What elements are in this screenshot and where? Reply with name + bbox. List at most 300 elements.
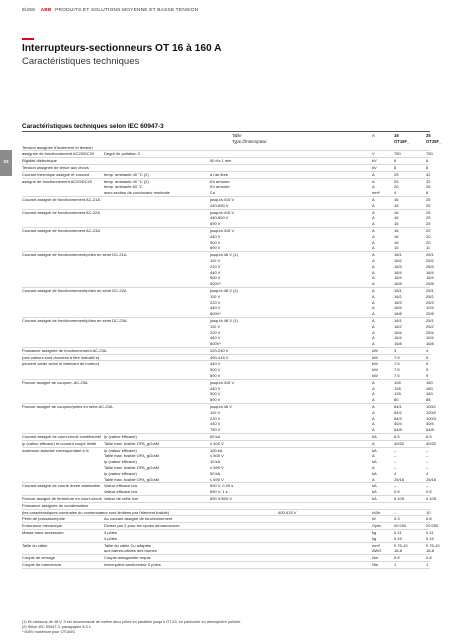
table-cell: Courant assigné de fonctionnement/pôles en série DC-22A — [22, 287, 127, 293]
table-cell: 16/2 — [394, 293, 402, 299]
table-cell: A — [372, 421, 375, 427]
table-cell: Puissance assignée du condensateur — [22, 502, 89, 508]
table-cell: temp. ambiante 60 °C — [104, 184, 143, 190]
table-cell: 25 — [394, 171, 399, 177]
table-cell: 440 V — [210, 269, 221, 275]
table-cell: Tension assignée d'isolement et tension — [22, 144, 93, 150]
table-cell: 25/4 — [426, 329, 434, 335]
table-cell: kA — [372, 447, 377, 453]
table-cell: – — [426, 447, 429, 453]
table-cell: 25 — [426, 215, 431, 221]
table-cell: A — [372, 171, 375, 177]
table-cell: 25 — [426, 209, 431, 215]
table-cell: A — [372, 391, 375, 397]
table-cell: Couple de serrage — [22, 555, 55, 561]
table-cell: Diviser par 2 pour les cycles demanoeuvre — [104, 523, 180, 529]
table-row — [22, 203, 430, 210]
table-cell: Ip (valeur efficace) — [104, 470, 137, 476]
footnote: (1) En dessous de 48 V, 3 est recommandé de mettre deux pôles en parallèle jusqu'à OT 63, en particulier en atmosphère polluée. — [22, 620, 242, 624]
table-cell: kVAr — [372, 509, 381, 515]
table-cell: ≤ 500 V — [210, 453, 224, 459]
table-cell: kg — [372, 530, 377, 535]
table-cell: 9 — [426, 354, 429, 360]
table-cell: Ip (valeur efficace) — [104, 447, 137, 453]
table-row — [22, 535, 434, 543]
table-cell: Pouvoir assigné de fermeture en court-circuit — [22, 496, 102, 502]
table-cell: 4 — [394, 190, 397, 196]
table-cell: Pouvoir assigné de coupure, AC-23A — [22, 379, 88, 385]
table-cell: 0.5 — [394, 489, 400, 495]
table-cell: 16 — [394, 202, 399, 208]
document-title: PRODUITS ET SOLUTIONS MOYENNE ET BASSE TENSION — [55, 8, 199, 13]
table-row — [22, 489, 430, 496]
table-cell: mm² — [372, 190, 380, 196]
section-heading: Caractéristiques techniques selon IEC 60947-3 — [22, 123, 164, 130]
table-cell: Endurance mécanique — [22, 523, 63, 529]
table-cell: 220 V — [210, 263, 221, 269]
table-cell: 18-8 — [426, 548, 435, 554]
table-cell: 25 — [426, 133, 431, 138]
table-cell: jusqu'à 415 V — [210, 209, 235, 215]
table-cell: OT16F_ — [394, 138, 410, 144]
table-cell: V — [372, 151, 375, 157]
table-cell: ≤ 690 V — [210, 465, 224, 471]
table-cell: 440 V — [210, 421, 221, 427]
table-cell: 4 — [394, 470, 397, 476]
table-row — [22, 373, 430, 380]
table-cell: 25 — [426, 202, 431, 208]
table-cell: 20 000 — [394, 523, 407, 529]
table-cell: 100/3 — [426, 415, 437, 421]
table-cell: – — [426, 465, 429, 471]
table-row — [22, 281, 434, 288]
table-row — [22, 311, 434, 318]
page-header — [22, 8, 198, 13]
table-cell: à l'air libre — [210, 171, 229, 177]
table-cell: 690 V — [210, 373, 221, 379]
table-row — [22, 548, 435, 555]
table-cell: 20 000 — [426, 523, 439, 529]
table-cell: Type d'interrupteur — [232, 138, 267, 144]
table-cell: Couple de manoeuvre — [22, 561, 62, 567]
table-cell: 128 — [394, 379, 401, 385]
table-cell: 6 — [426, 158, 429, 164]
table-cell: Courant assigné de fonctionnement AC-21A — [22, 196, 101, 202]
table-cell: 220 V — [210, 299, 221, 305]
table-cell: 50 kA — [210, 434, 221, 440]
table-cell: A — [372, 453, 375, 459]
table-cell: A — [372, 476, 375, 482]
table-cell: temp. ambiante 40 °C (2) — [104, 171, 149, 177]
table-cell: Taille — [232, 133, 242, 138]
table-cell: A — [372, 341, 375, 347]
table-cell: 10 — [394, 245, 399, 251]
table-cell: 440-690 V — [210, 202, 229, 208]
table-cell: 9 — [426, 361, 429, 367]
table-cell: 600V* — [210, 281, 221, 287]
table-cell: A — [372, 133, 375, 138]
table-cell: Ip (valeur efficace) — [104, 434, 137, 440]
table-row — [22, 523, 439, 530]
table-cell: Taille du câble — [22, 542, 48, 548]
table-cell: A — [372, 465, 375, 471]
table-cell: 16/2 — [394, 323, 402, 329]
table-cell: 25 — [426, 221, 431, 227]
table-cell: A — [372, 221, 375, 227]
table-cell: 64/8 — [426, 427, 434, 433]
table-cell: 16 — [394, 133, 399, 138]
table-cell: 16/3 — [394, 263, 402, 269]
table-row — [22, 516, 430, 523]
table-cell: 40/32 — [426, 440, 437, 446]
table-cell: 0.15 — [426, 535, 434, 541]
table-cell: 400-415 V — [278, 509, 297, 515]
table-cell: A — [372, 404, 375, 410]
table-cell: Cu — [210, 190, 216, 196]
table-cell: 16/4 — [426, 269, 434, 275]
table-cell: 25/8 — [426, 281, 434, 287]
table-cell: 10 kA — [210, 459, 221, 465]
table-cell: 500 V — [210, 367, 221, 373]
table-cell: 7.5 — [394, 373, 400, 379]
table-cell: kW — [372, 373, 378, 379]
table-row — [22, 503, 430, 510]
table-cell: (les caractéristiques nominales du condensateur sont limitées par l'élément fusible) — [22, 509, 170, 515]
table-cell: 20 — [426, 239, 431, 245]
table-cell: – — [394, 509, 397, 515]
table-cell: A — [372, 202, 375, 208]
table-cell: 16/4 — [394, 275, 402, 281]
table-cell: kV — [372, 164, 377, 170]
table-cell: kg — [372, 535, 377, 541]
table-cell: 16/3 — [394, 299, 402, 305]
table-cell: 10/4 — [426, 305, 434, 311]
table-cell: 690 V — [210, 245, 221, 251]
table-cell: A — [372, 311, 375, 317]
table-cell: 220 V — [210, 415, 221, 421]
table-cell: Rigidité diélectrique — [22, 158, 57, 164]
table-cell: 110 V — [210, 293, 221, 299]
table-cell: A — [372, 317, 375, 323]
brand-logo: ABB — [40, 8, 52, 13]
table-cell: 9 — [426, 367, 429, 373]
table-cell: 500 V — [210, 275, 221, 281]
table-cell: Taille max. fusible OFA_gG/aM — [104, 476, 159, 482]
table-cell: 600V* — [210, 311, 221, 317]
table-cell: 25/1 — [426, 287, 434, 293]
table-cell: 690 V, 0.25 s — [210, 483, 234, 489]
table-cell: 80 — [394, 397, 399, 403]
table-cell: 6.5 — [394, 434, 400, 440]
table-row — [22, 355, 430, 362]
table-cell: 0.8 — [426, 516, 432, 522]
table-cell: jusqu'à 48 V (1) — [210, 252, 238, 258]
table-cell: Courant assigné de fonctionnement AC-23A — [22, 227, 101, 233]
table-cell: 16/4 — [426, 275, 434, 281]
table-cell: 10 — [426, 509, 431, 515]
table-cell: Taille max. fusible OFA_gG/aM — [104, 453, 159, 459]
table-cell: 220 V — [210, 329, 221, 335]
table-cell: 220-240 V — [210, 347, 229, 353]
footnote: * 600V maximum pour OT160G — [22, 630, 76, 634]
table-cell: 16/1 — [394, 252, 402, 258]
table-cell: kA — [372, 459, 377, 465]
table-cell: A — [372, 379, 375, 385]
table-cell: 16/8 — [394, 341, 402, 347]
table-cell: (ces valeurs sont données à titre indicatif et — [22, 354, 99, 360]
table-cell: 16/2 — [394, 257, 402, 263]
table-cell: 16 — [394, 196, 399, 202]
table-cell: 25/8 — [426, 311, 434, 317]
table-cell: 1 — [394, 561, 397, 567]
table-cell: Valeur efficace Icw — [104, 483, 138, 489]
table-cell: 4 — [426, 470, 429, 476]
table-cell: Courant assigné de fonctionnement/pôles en série DC-21A — [22, 252, 127, 258]
table-cell: – — [394, 453, 397, 459]
table-cell: 100/2 — [426, 409, 437, 415]
table-cell: 25/16 — [426, 476, 437, 482]
table-cell: 25/2 — [426, 323, 434, 329]
table-cell: 20 — [394, 184, 399, 190]
table-cell: 690 V, 1 s — [210, 489, 228, 495]
table-cell: Au courant assigné de fonctionnement — [104, 516, 173, 522]
table-cell: Courant thermique assigné et courant — [22, 171, 89, 177]
table-cell: A — [372, 329, 375, 335]
table-cell: A — [372, 287, 375, 293]
table-cell: A — [372, 239, 375, 245]
table-row — [22, 555, 430, 562]
section-divider — [22, 131, 430, 132]
table-cell: 0.5 — [426, 489, 432, 495]
table-row — [22, 145, 430, 152]
table-cell: 25/1 — [426, 252, 434, 258]
table-cell: Tension assignée de tenue aux chocs — [22, 164, 89, 170]
table-cell: A — [372, 281, 375, 287]
table-cell: 110 V — [210, 257, 221, 263]
table-cell: 11 — [426, 245, 431, 251]
table-cell: 64/1 — [394, 404, 402, 410]
table-cell: 750 — [394, 151, 401, 157]
table-row — [22, 348, 430, 355]
table-cell: A — [372, 178, 375, 184]
table-cell: 64/8 — [394, 427, 402, 433]
table-cell: assignée de fonctionnement AC20/DC20 — [22, 151, 95, 157]
table-cell: Valeur de crête Icm — [104, 496, 139, 502]
table-cell: 100 kA — [210, 447, 223, 453]
spec-table — [22, 133, 442, 569]
table-cell: A — [372, 252, 375, 258]
table-cell: 26 — [426, 184, 431, 190]
table-cell: ≤ 690 V — [210, 476, 224, 482]
table-cell: 6.5 — [426, 434, 432, 440]
table-cell: Pouvoir assigné de coupure/pôles en série AC-23A — [22, 404, 113, 410]
table-cell: A — [372, 415, 375, 421]
table-cell: 25/1 — [426, 317, 434, 323]
table-cell: 440 V — [210, 361, 221, 367]
table-cell: 16 — [394, 221, 399, 227]
table-cell: jusqu'à 415 V — [210, 379, 235, 385]
table-cell: aux barres-câbles des bornes — [104, 548, 157, 554]
table-cell: 1 — [426, 561, 429, 567]
table-cell: temp. ambiante 40 °C (2) — [104, 178, 149, 184]
table-cell: A — [372, 245, 375, 251]
table-cell: A — [372, 263, 375, 269]
table-cell: Ip (valeur efficace) — [104, 459, 137, 465]
table-cell: kA — [372, 483, 377, 489]
table-cell: assigné de fonctionnement AC20/DC20 — [22, 178, 93, 184]
table-cell: 64/3 — [394, 415, 402, 421]
table-cell: Taille max. fusible OFA_gG/aM — [104, 465, 159, 471]
table-row — [22, 562, 430, 569]
table-cell: 750 V — [210, 427, 221, 433]
table-row — [22, 397, 430, 404]
table-cell: 500 V — [210, 391, 221, 397]
table-cell: Masse sans accessoire — [22, 530, 64, 535]
table-cell: A — [372, 299, 375, 305]
table-cell: 16 — [394, 239, 399, 245]
table-cell: 7.5 — [394, 354, 400, 360]
table-cell: 16/4 — [394, 335, 402, 341]
table-cell: Puissance assignée de fonctionnement AC-23A — [22, 347, 107, 353]
table-cell: A — [372, 335, 375, 341]
table-row — [22, 245, 430, 252]
table-cell: 40/4 — [426, 421, 434, 427]
table-cell: 128 — [394, 391, 401, 397]
table-cell: A — [372, 275, 375, 281]
table-row — [22, 151, 433, 158]
table-cell: A — [372, 385, 375, 391]
table-cell: 9 — [426, 373, 429, 379]
table-cell: 16 — [394, 233, 399, 239]
table-cell: peuvent varier selon le fabricant de moteur) — [22, 361, 100, 367]
table-cell: A — [372, 227, 375, 233]
table-cell: 16/1 — [394, 317, 402, 323]
table-cell: 25/2 — [426, 257, 434, 263]
table-cell: – — [394, 447, 397, 453]
table-cell: 128 — [394, 385, 401, 391]
table-cell: jusqu'à 48 V (1) — [210, 317, 238, 323]
table-cell: 25/3 — [426, 263, 434, 269]
table-cell: 16/8 — [394, 281, 402, 287]
table-cell: 16/1 — [394, 287, 402, 293]
table-cell: 16 — [394, 209, 399, 215]
table-cell: A — [372, 233, 375, 239]
table-cell: A — [372, 397, 375, 403]
table-cell: 7.5 — [394, 361, 400, 367]
table-cell: Degré de pollution 3 — [104, 151, 140, 157]
table-cell: jusqu'à 48 V (1) — [210, 287, 238, 293]
table-row — [22, 440, 437, 448]
footnote: (2) Selon IEC 60947-3, paragraphe 8.3.1. — [22, 625, 92, 629]
table-cell: W — [372, 516, 376, 522]
table-cell: A — [372, 184, 375, 190]
table-cell: Courant assigné de courte durée admissible — [22, 483, 101, 489]
table-cell: – — [394, 459, 397, 465]
table-cell: – — [426, 459, 429, 465]
table-cell: 440 V — [210, 335, 221, 341]
page-title: Interrupteurs-sectionneurs OT 16 à 160 A — [22, 43, 222, 54]
table-cell: A — [372, 257, 375, 263]
table-cell: 690 V/500 V — [210, 496, 233, 502]
table-cell: ≤ 400 V — [210, 440, 224, 446]
table-cell: 440 V — [210, 233, 221, 239]
table-cell: Ip (valeur efficace) et courant coupé limité — [22, 440, 97, 446]
chapter-tab-label: 03 — [3, 159, 9, 164]
table-row — [22, 172, 430, 179]
table-cell: 0.15 — [394, 535, 402, 541]
table-cell: Nm — [372, 561, 379, 567]
table-cell: 16/4 — [394, 269, 402, 275]
table-cell: – — [394, 465, 397, 471]
table-cell: 160 — [426, 379, 433, 385]
table-cell: 25/2 — [426, 293, 434, 299]
table-cell: 440-500 V — [210, 215, 229, 221]
table-cell: A — [372, 196, 375, 202]
table-cell: A — [372, 440, 375, 446]
table-cell: 0.11 — [426, 530, 434, 535]
table-cell: jusqu'à 415 V — [210, 227, 235, 233]
table-cell: Courant assigné de fonctionnement/pôles en série DC-23A — [22, 317, 127, 323]
table-cell: kA — [372, 470, 377, 476]
table-cell: 0.105 — [426, 496, 437, 502]
table-cell: 25/3 — [426, 299, 434, 305]
table-cell: 16/4 — [394, 305, 402, 311]
table-row — [22, 476, 437, 484]
table-cell: 440 V — [210, 385, 221, 391]
page-number: 8/258 — [22, 8, 36, 13]
table-cell: 16 — [394, 227, 399, 233]
table-cell: jusqu'à 48 V — [210, 404, 232, 410]
table-cell: A — [372, 269, 375, 275]
table-cell: 110 V — [210, 323, 221, 329]
table-row — [22, 510, 430, 517]
table-cell: Perte de puissance/pôle — [22, 516, 65, 522]
table-cell: 600V* — [210, 341, 221, 347]
table-cell: 50 kA — [210, 470, 221, 476]
table-cell: kA — [372, 496, 377, 502]
table-cell: 0.3 — [394, 516, 400, 522]
table-cell: 0.75-10 — [426, 542, 440, 548]
table-cell: AWG — [372, 548, 382, 554]
table-cell: kW — [372, 354, 378, 360]
table-cell: 16/4 — [394, 329, 402, 335]
table-cell: Courant assigné de fonctionnement AC-22A — [22, 209, 101, 215]
table-cell: Nm — [372, 555, 379, 561]
table-cell: A — [372, 209, 375, 215]
table-cell: 16 — [394, 215, 399, 221]
table-cell: A — [372, 409, 375, 415]
table-cell: Taille max. fusible OFA_gG/aM — [104, 440, 159, 446]
table-cell: avec section de conducteur minimale — [104, 190, 170, 196]
table-cell: kA — [372, 434, 377, 440]
table-cell: 4 pôles — [104, 535, 117, 541]
table-cell: 3 — [394, 347, 397, 353]
table-cell: En armoire — [210, 184, 230, 190]
table-row — [22, 190, 430, 197]
table-cell: A — [372, 323, 375, 329]
table-cell: 750 — [426, 151, 433, 157]
table-cell: 3 pôles — [104, 530, 117, 535]
table-row — [22, 165, 430, 172]
table-cell: 40/4 — [394, 421, 402, 427]
table-cell: 440 V — [210, 305, 221, 311]
table-cell: kW — [372, 367, 378, 373]
table-cell: 88 — [426, 397, 431, 403]
table-cell: maximum autorisé correspondant à Ic — [22, 447, 89, 453]
table-cell: 0.75-10 — [394, 542, 408, 548]
table-cell: 160 — [426, 385, 433, 391]
table-cell: 100/1 — [426, 404, 437, 410]
